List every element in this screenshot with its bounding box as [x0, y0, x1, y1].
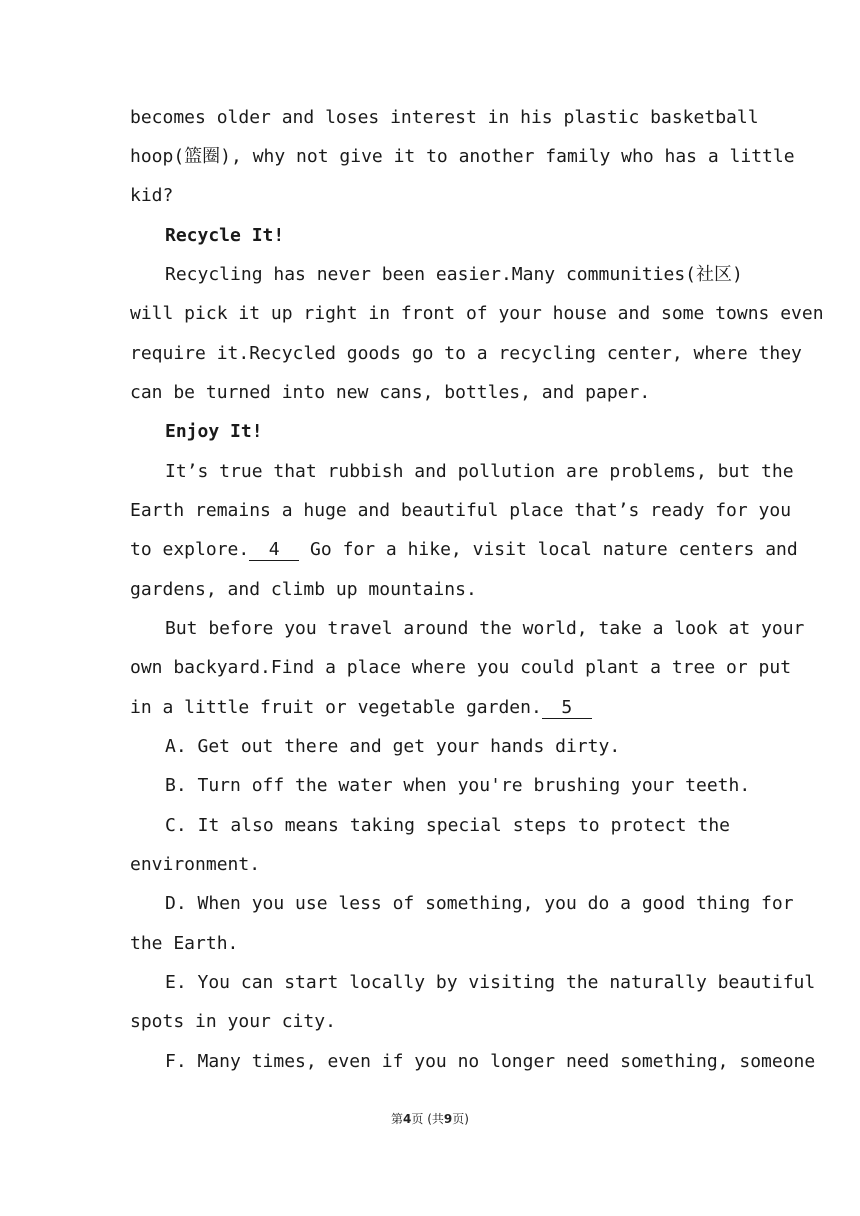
passage-line — [130, 696, 730, 720]
passage-line — [130, 538, 798, 562]
option-a: A. Get out there and get your hands dirty. — [165, 736, 621, 757]
footer-suffix: 页) — [452, 1112, 469, 1126]
passage-text: Go for a hike, visit local nature centers and — [299, 539, 798, 560]
option-c: C. It also means taking special steps to protect the — [165, 815, 730, 836]
passage-line: will pick it up right in front of your house and some towns even — [130, 303, 824, 324]
page-footer — [0, 1110, 860, 1127]
footer-total-pages: 9 — [443, 1112, 453, 1126]
passage-line: Recycling has never been easier.Many communities(社区) — [165, 264, 743, 285]
passage-line: require it.Recycled goods go to a recycling center, where they — [130, 343, 802, 364]
section-heading-recycle: Recycle It! — [165, 225, 285, 246]
passage-text: to explore. — [130, 539, 250, 560]
passage-line: becomes older and loses interest in his plastic basketball — [130, 107, 759, 128]
answer-blank-4: 4 — [249, 540, 299, 561]
footer-prefix: 第 — [391, 1112, 404, 1126]
passage-text: in a little fruit or vegetable garden. — [130, 697, 542, 718]
option-f: F. Many times, even if you no longer need something, someone — [165, 1051, 816, 1072]
option-d-continued: the Earth. — [130, 933, 239, 954]
passage-line: kid? — [130, 185, 174, 206]
answer-blank-5: 5 — [542, 698, 592, 719]
footer-middle: 页 (共 — [411, 1112, 444, 1126]
option-c-continued: environment. — [130, 854, 261, 875]
passage-line: gardens, and climb up mountains. — [130, 579, 477, 600]
option-e: E. You can start locally by visiting the naturally beautiful — [165, 972, 816, 993]
passage-line: own backyard.Find a place where you could plant a tree or put — [130, 657, 792, 678]
option-b: B. Turn off the water when you're brushing your teeth. — [165, 775, 751, 796]
passage-line: can be turned into new cans, bottles, and paper. — [130, 382, 651, 403]
passage-line: But before you travel around the world, take a look at your — [165, 618, 805, 639]
footer-page-number: 4 — [403, 1112, 412, 1126]
passage-line: hoop(篮圈), why not give it to another family who has a little — [130, 146, 795, 167]
passage-line: Earth remains a huge and beautiful place that’s ready for you — [130, 500, 792, 521]
option-d: D. When you use less of something, you do a good thing for — [165, 893, 794, 914]
passage-line: It’s true that rubbish and pollution are problems, but the — [165, 461, 794, 482]
option-e-continued: spots in your city. — [130, 1011, 336, 1032]
section-heading-enjoy: Enjoy It! — [165, 421, 263, 442]
